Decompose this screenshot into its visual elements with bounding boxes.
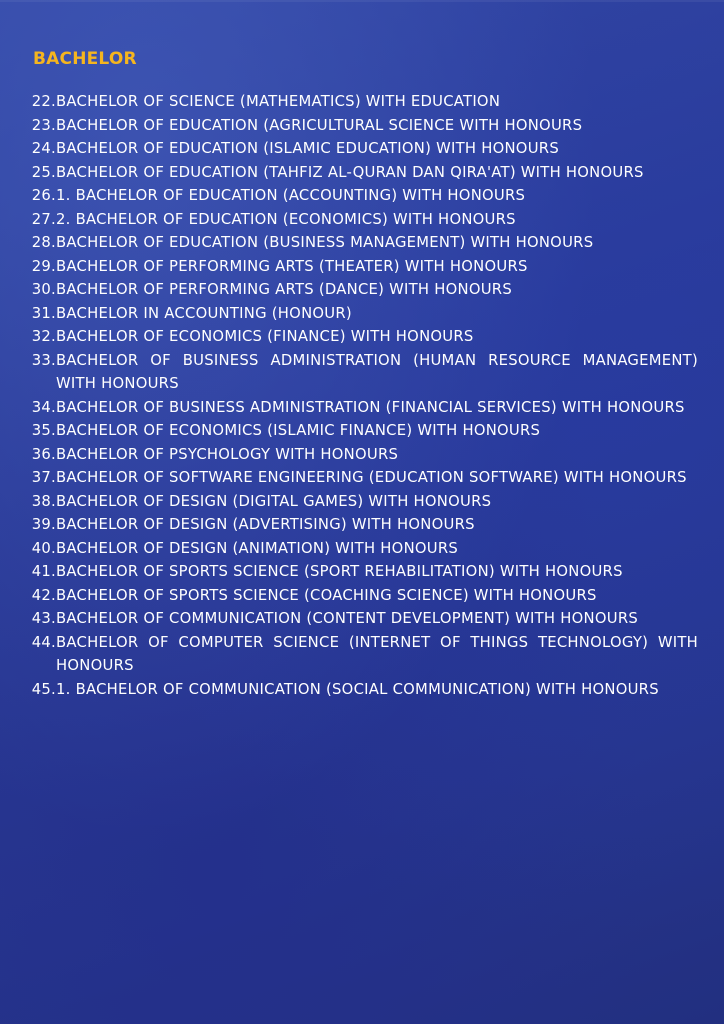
- item-text: BACHELOR OF PERFORMING ARTS (THEATER) WITH HONOURS: [56, 257, 528, 275]
- list-item: [26, 537, 698, 561]
- item-text: BACHELOR OF SPORTS SCIENCE (COACHING SCIENCE) WITH HONOURS: [56, 586, 597, 604]
- list-item: [26, 325, 698, 349]
- item-number: 41.: [31, 563, 56, 580]
- list-item: [26, 302, 698, 326]
- item-number: 42.: [31, 586, 56, 604]
- item-text: BACHELOR OF BUSINESS ADMINISTRATION (FINANCIAL SERVICES) WITH HONOURS: [56, 398, 685, 416]
- list-item: [26, 419, 698, 443]
- list-item: [26, 513, 698, 537]
- item-number: 30.: [31, 281, 56, 298]
- item-number: 40.: [31, 539, 56, 557]
- paper-crease: [0, 0, 724, 2]
- section-heading: BACHELOR: [33, 49, 137, 69]
- item-text: 1. BACHELOR OF COMMUNICATION (SOCIAL COMMUNICATION) WITH HONOURS: [56, 680, 659, 698]
- item-text: BACHELOR OF EDUCATION (BUSINESS MANAGEMENT) WITH HONOURS: [56, 234, 594, 251]
- item-text: BACHELOR OF EDUCATION (TAHFIZ AL-QURAN DAN QIRA'AT) WITH HONOURS: [56, 163, 644, 181]
- item-text: BACHELOR OF SPORTS SCIENCE (SPORT REHABILITATION) WITH HONOURS: [56, 563, 623, 580]
- item-text: BACHELOR OF PSYCHOLOGY WITH HONOURS: [56, 445, 399, 463]
- item-number: 25.: [31, 163, 56, 181]
- item-text: BACHELOR OF BUSINESS ADMINISTRATION (HUMAN RESOURCE MANAGEMENT) WITH HONOURS: [56, 351, 698, 392]
- list-item: [26, 184, 698, 208]
- item-text: 2. BACHELOR OF EDUCATION (ECONOMICS) WITH HONOURS: [56, 210, 516, 228]
- item-number: 37.: [31, 469, 56, 486]
- item-text: BACHELOR OF COMPUTER SCIENCE (INTERNET OF THINGS TECHNOLOGY) WITH HONOURS: [56, 633, 698, 674]
- list-item: [26, 231, 698, 255]
- item-number: 43.: [31, 610, 56, 627]
- item-text: BACHELOR OF EDUCATION (ISLAMIC EDUCATION) WITH HONOURS: [56, 140, 559, 157]
- item-text: BACHELOR OF ECONOMICS (FINANCE) WITH HONOURS: [56, 328, 474, 345]
- item-text: BACHELOR IN ACCOUNTING (HONOUR): [56, 304, 352, 322]
- item-number: 27.: [31, 210, 56, 228]
- list-item: [26, 255, 698, 279]
- list-item: [26, 678, 698, 702]
- program-list: [26, 90, 698, 701]
- list-item: [26, 114, 698, 138]
- item-number: 29.: [31, 257, 56, 275]
- item-text: 1. BACHELOR OF EDUCATION (ACCOUNTING) WITH HONOURS: [56, 187, 526, 204]
- item-number: 36.: [31, 445, 56, 463]
- list-item: [26, 278, 698, 302]
- item-text: BACHELOR OF DESIGN (ADVERTISING) WITH HONOURS: [56, 516, 475, 533]
- list-item: [26, 208, 698, 232]
- item-text: BACHELOR OF PERFORMING ARTS (DANCE) WITH HONOURS: [56, 281, 512, 298]
- item-text: BACHELOR OF EDUCATION (AGRICULTURAL SCIENCE WITH HONOURS: [56, 116, 583, 134]
- list-item: [26, 396, 698, 420]
- item-number: 22.: [31, 93, 56, 110]
- list-item: [26, 490, 698, 514]
- item-text: BACHELOR OF DESIGN (DIGITAL GAMES) WITH HONOURS: [56, 492, 492, 510]
- item-number: 23.: [31, 116, 56, 134]
- item-number: 34.: [31, 398, 56, 416]
- list-item: [26, 560, 698, 584]
- list-item: [26, 349, 698, 396]
- item-number: 35.: [31, 422, 56, 439]
- item-number: 44.: [31, 633, 56, 651]
- list-item: [26, 631, 698, 678]
- item-text: BACHELOR OF SCIENCE (MATHEMATICS) WITH EDUCATION: [56, 93, 501, 110]
- list-item: [26, 584, 698, 608]
- item-text: BACHELOR OF COMMUNICATION (CONTENT DEVELOPMENT) WITH HONOURS: [56, 610, 639, 627]
- item-number: 24.: [31, 140, 56, 157]
- item-number: 26.: [31, 187, 56, 204]
- list-item: [26, 607, 698, 631]
- item-number: 32.: [31, 328, 56, 345]
- list-item: [26, 161, 698, 185]
- item-text: BACHELOR OF SOFTWARE ENGINEERING (EDUCATION SOFTWARE) WITH HONOURS: [56, 469, 687, 486]
- item-number: 39.: [31, 516, 56, 533]
- list-item: [26, 443, 698, 467]
- list-item: [26, 137, 698, 161]
- item-number: 31.: [31, 304, 56, 322]
- item-text: BACHELOR OF ECONOMICS (ISLAMIC FINANCE) WITH HONOURS: [56, 422, 541, 439]
- item-number: 28.: [31, 234, 56, 251]
- item-text: BACHELOR OF DESIGN (ANIMATION) WITH HONOURS: [56, 539, 459, 557]
- list-item: [26, 90, 698, 114]
- item-number: 45.: [31, 680, 56, 698]
- list-item: [26, 466, 698, 490]
- item-number: 33.: [31, 351, 56, 369]
- item-number: 38.: [31, 492, 56, 510]
